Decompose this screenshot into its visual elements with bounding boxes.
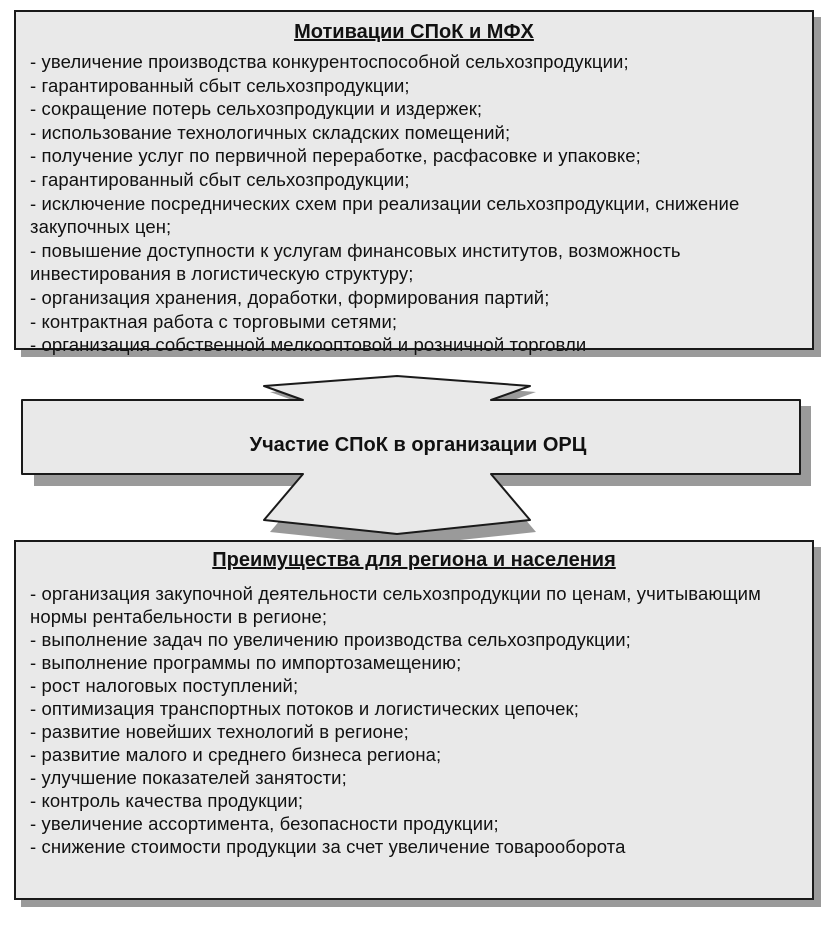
list-item: - развитие новейших технологий в регионе; (30, 721, 409, 742)
advantages-box (14, 540, 814, 900)
list-item: - увеличение ассортимента, безопасности продукции; (30, 813, 499, 834)
list-item: - повышение доступности к услугам финансовых институтов, возможность инвестирования в логистическую структуру; (30, 239, 681, 285)
list-item: - организация собственной мелкооптовой и розничной торговли (30, 334, 587, 356)
motivations-box (14, 10, 814, 356)
list-item: - организация хранения, доработки, формирования партий; (30, 286, 550, 308)
middle-label: Участие СПоК в организации ОРЦ (249, 434, 587, 456)
motivations-list (16, 50, 812, 357)
list-item: - увеличение производства конкурентоспособной сельхозпродукции; (30, 51, 629, 72)
list-item: - выполнение программы по импортозамещению; (30, 652, 462, 673)
list-item: - оптимизация транспортных потоков и логистических цепочек; (30, 698, 579, 719)
list-item: - снижение стоимости продукции за счет увеличение товарооборота (30, 836, 626, 857)
list-item: - получение услуг по первичной переработке, расфасовке и упаковке; (30, 145, 641, 167)
motivations-title: Мотивации СПоК и МФХ (294, 21, 534, 43)
list-item: - сокращение потерь сельхозпродукции и издержек; (30, 98, 483, 120)
list-item: - развитие малого и среднего бизнеса региона; (30, 744, 442, 765)
list-item: - контрактная работа с торговыми сетями; (30, 310, 398, 332)
list-item: - организация закупочной деятельности сельхозпродукции по ценам, учитывающим нормы рентабельности в регионе; (30, 583, 761, 627)
list-item: - исключение посреднических схем при реализации сельхозпродукции, снижение закупочных цен; (30, 192, 740, 238)
list-item: - контроль качества продукции; (30, 790, 304, 811)
list-item: - гарантированный сбыт сельхозпродукции; (30, 74, 410, 96)
list-item: - гарантированный сбыт сельхозпродукции; (30, 168, 410, 190)
list-item: - использование технологичных складских помещений; (30, 121, 511, 143)
advantages-title: Преимущества для региона и населения (212, 549, 616, 571)
list-item: - выполнение задач по увеличению производства сельхозпродукции; (30, 629, 631, 650)
list-item: - рост налоговых поступлений; (30, 675, 299, 696)
advantages-list (16, 582, 812, 858)
list-item: - улучшение показателей занятости; (30, 767, 347, 788)
